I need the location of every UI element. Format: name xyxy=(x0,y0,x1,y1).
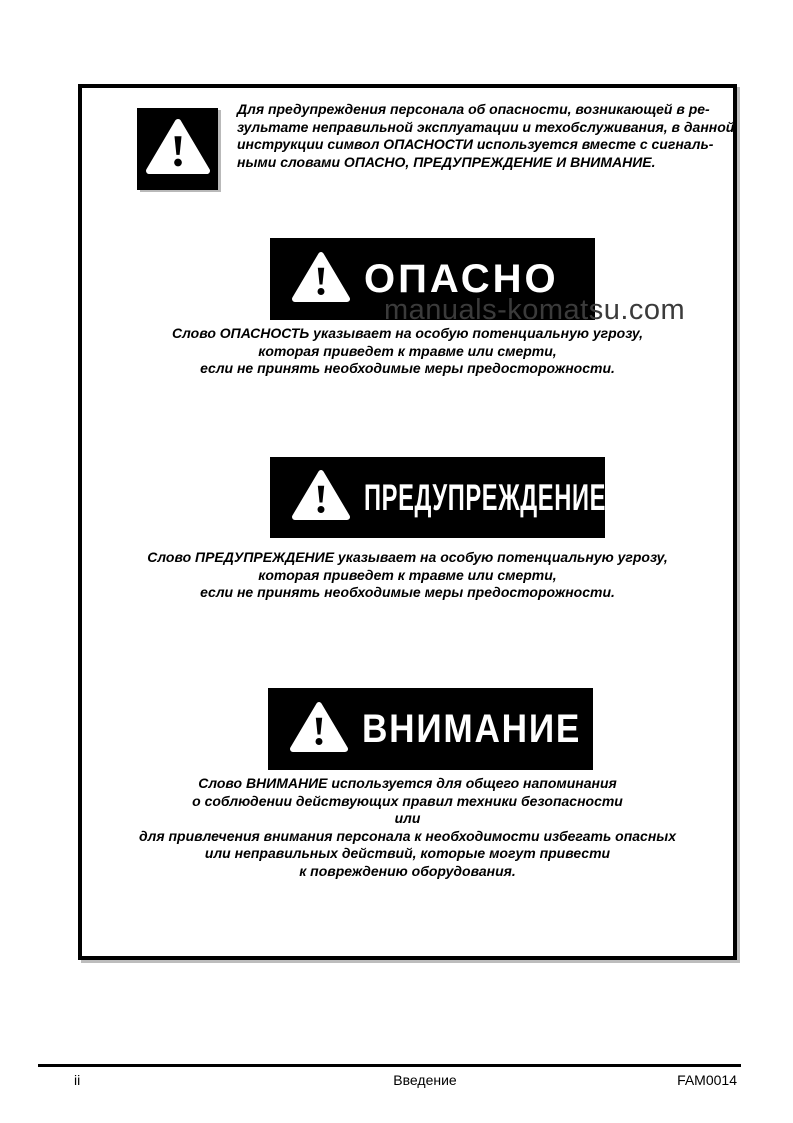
warning-triangle-icon xyxy=(292,469,350,526)
warning-banner xyxy=(270,457,605,538)
attention-caption xyxy=(82,775,733,880)
warning-triangle-icon xyxy=(292,251,350,308)
caption-line: к повреждению оборудования. xyxy=(299,862,516,879)
footer-page-number: ii xyxy=(74,1072,81,1088)
footer-doc-code: FAM0014 xyxy=(677,1072,737,1088)
caption-line: Слово ПРЕДУПРЕЖДЕНИЕ указывает на особую потенциальную угрозу, xyxy=(147,549,668,565)
intro-line: зультате неправильной эксплуатации и техобслуживания, в данной xyxy=(237,118,735,135)
danger-banner-label: ОПАСНО xyxy=(364,257,559,301)
caption-line: или неправильных действий, которые могут привести xyxy=(204,845,611,861)
hazard-symbol-square xyxy=(137,108,218,190)
watermark-text: manuals-komatsu.com xyxy=(384,294,686,326)
caption-line: которая приведет к травме или смерти, xyxy=(258,566,557,583)
warning-triangle-icon xyxy=(290,701,348,758)
caption-line: которая приведет к травме или смерти, xyxy=(258,342,557,359)
attention-banner xyxy=(268,688,593,770)
footer-divider xyxy=(38,1064,741,1067)
warning-banner-label: ПРЕДУПРЕЖДЕНИЕ xyxy=(364,477,607,518)
intro-line: Для предупреждения персонала об опасности, возникающей в ре- xyxy=(237,101,710,117)
warning-triangle-icon xyxy=(146,118,210,180)
caption-line: о соблюдении действующих правил техники безопасности xyxy=(192,792,623,809)
caption-line: если не принять необходимые меры предосторожности. xyxy=(200,360,615,376)
danger-caption xyxy=(82,325,733,378)
footer-section-title: Введение xyxy=(393,1072,457,1088)
intro-paragraph xyxy=(237,101,737,171)
warning-caption xyxy=(82,549,733,602)
caption-line: если не принять необходимые меры предосторожности. xyxy=(200,584,615,600)
intro-line: ными словами ОПАСНО, ПРЕДУПРЕЖДЕНИЕ И ВНИМАНИЕ. xyxy=(237,153,656,170)
caption-line: или xyxy=(394,810,421,826)
attention-banner-label: ВНИМАНИЕ xyxy=(362,707,582,751)
caption-line: Слово ВНИМАНИЕ используется для общего напоминания xyxy=(198,775,617,791)
intro-line: инструкции символ ОПАСНОСТИ используется вместе с сигналь- xyxy=(237,136,714,152)
caption-line: Слово ОПАСНОСТЬ указывает на особую потенциальную угрозу, xyxy=(172,325,643,341)
caption-line: для привлечения внимания персонала к необходимости избегать опасных xyxy=(138,827,677,844)
